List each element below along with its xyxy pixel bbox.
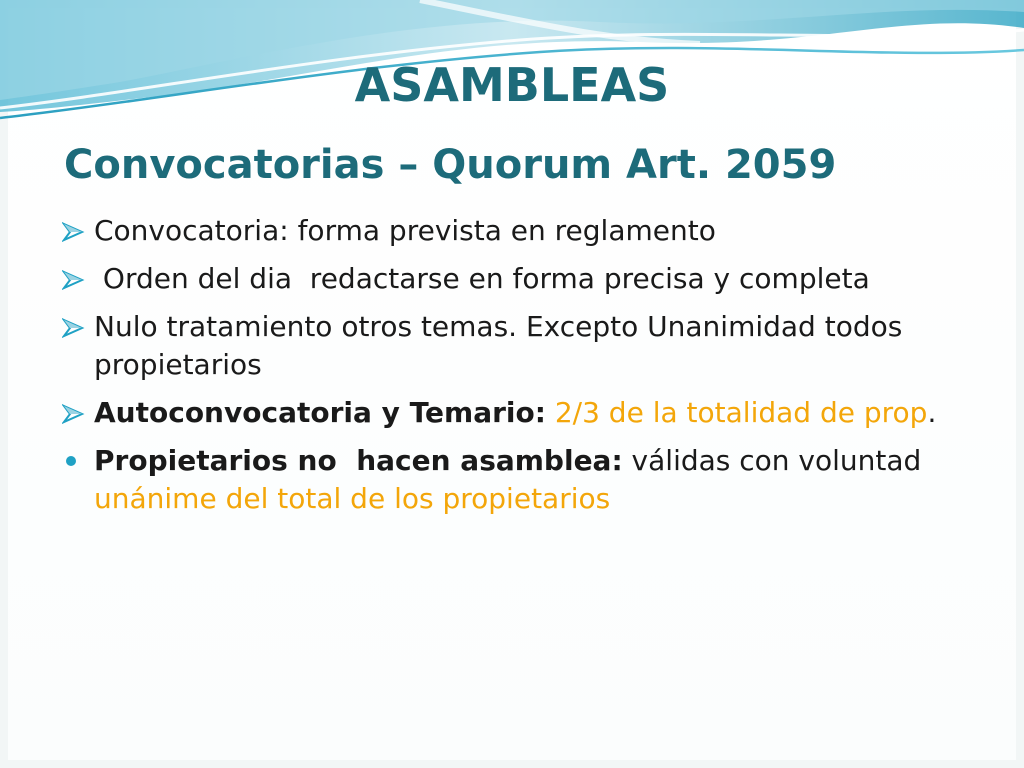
bullet-trailing-text: . — [927, 396, 937, 429]
dot-bullet-icon — [66, 456, 76, 466]
arrow-bullet-icon — [62, 212, 92, 250]
list-item — [60, 442, 960, 518]
bullet-bold-text: Autoconvocatoria y Temario: — [94, 396, 546, 429]
list-item — [60, 212, 960, 250]
list-item — [60, 394, 960, 432]
bullet-bold-text: Propietarios no hacen asamblea: — [94, 444, 623, 477]
arrow-bullet-icon — [62, 260, 92, 298]
bullet-plain-text: válidas con voluntad — [622, 444, 931, 477]
list-item — [60, 308, 960, 384]
bullet-list — [60, 212, 960, 528]
bullet-text: Convocatoria: forma prevista en reglamento — [94, 214, 716, 247]
bullet-text: Nulo tratamiento otros temas. Excepto Unanimidad todos propietarios — [94, 310, 903, 381]
list-item — [60, 260, 960, 298]
slide-title: ASAMBLEAS — [354, 58, 670, 112]
bullet-text: Orden del dia redactarse en forma precisa y completa — [94, 262, 870, 295]
arrow-bullet-icon — [62, 308, 92, 346]
slide-subtitle: Convocatorias – Quorum Art. 2059 — [64, 142, 837, 188]
bullet-highlight-text: unánime del total de los propietarios — [94, 482, 611, 515]
bullet-highlight-text: 2/3 de la totalidad de prop — [554, 396, 928, 429]
arrow-bullet-icon — [62, 394, 92, 432]
bullet-separator — [546, 396, 555, 429]
